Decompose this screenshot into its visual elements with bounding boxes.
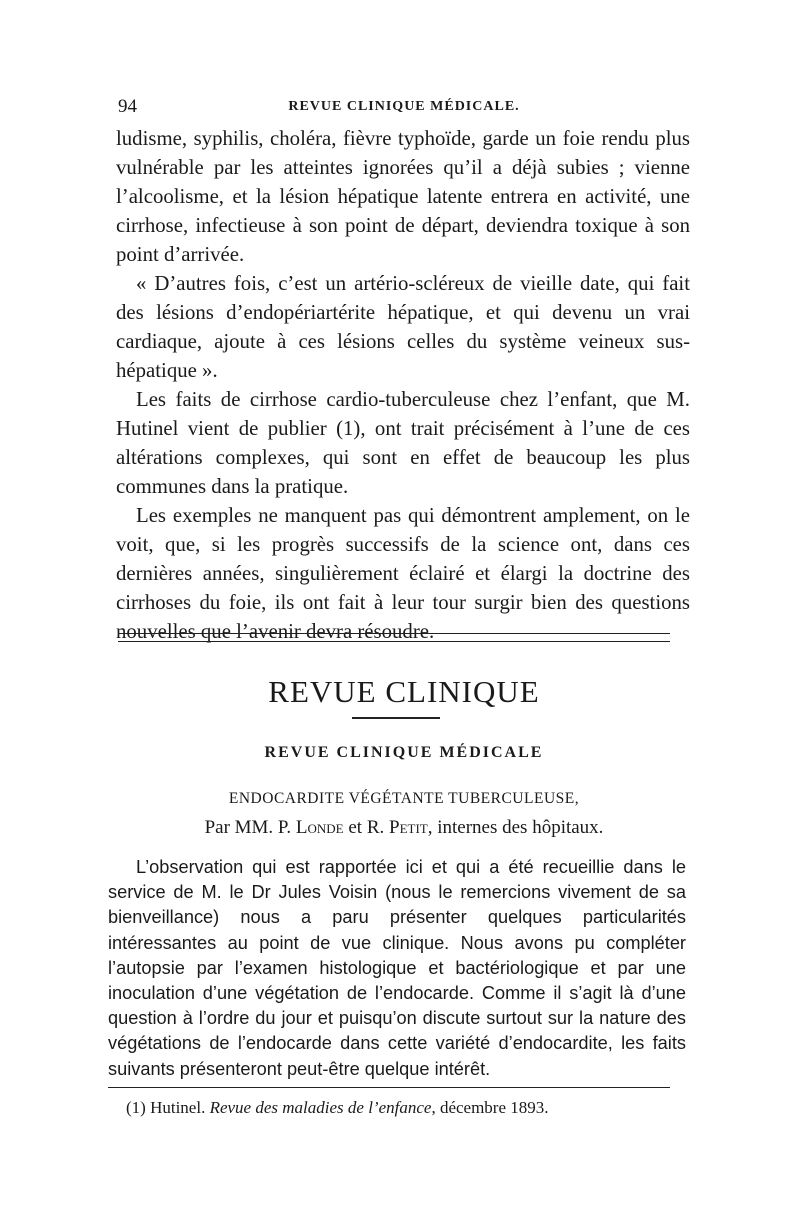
footnote-journal: Revue des maladies de l’enfance: [209, 1098, 432, 1117]
author-petit: Petit: [389, 817, 428, 838]
byline-suffix: , internes des hôpitaux.: [427, 817, 604, 838]
footnote-marker: (1) Hutinel.: [126, 1098, 206, 1117]
body-paragraph: ludisme, syphilis, choléra, fièvre typhoïde, garde un foie rendu plus vulnérable par les atteintes ignorées qu’il a déjà subies ; vienne l’alcoolisme, et la lésion hépatique latente entrera en activité, une cirrhose, infectieuse à son point de départ, deviendra toxique à son point d’arrivée.: [116, 127, 690, 266]
subsection-title: REVUE CLINIQUE MÉDICALE: [264, 744, 544, 761]
footnote: [126, 1098, 690, 1118]
footnote-rule: [108, 1087, 670, 1088]
page-number: 94: [118, 96, 137, 117]
byline: [118, 817, 690, 839]
section-divider: [118, 633, 670, 642]
body-text: [116, 124, 690, 646]
article-title: ENDOCARDITE VÉGÉTANTE TUBERCULEUSE,: [228, 790, 580, 807]
author-londe: Londe: [295, 817, 344, 838]
byline-prefix: Par MM. P.: [204, 817, 292, 838]
title-underline: [352, 717, 440, 719]
article-paragraph: L’observation qui est rapportée ici et qui a été recueillie dans le service de M. le Dr Jules Voisin (nous le remercions vivement de sa bienveillance) nous a paru présenter quelques particularités intéressantes au point de vue clinique. Nous avons pu compléter l’autopsie par l’examen histologique et bactériologique et par une inoculation d’une végétation de l’endocarde. Comme il s’agit là d’une question à l’ordre du jour et puisqu’on discute surtout sur la nature des végétations de l’endocarde dans cette variété d’endocardite, les faits suivants présenteront peut-être quelque intérêt.: [108, 857, 686, 1079]
article-body: [108, 855, 686, 1082]
byline-mid: et R.: [348, 817, 385, 838]
body-paragraph: Les faits de cirrhose cardio-tuberculeuse chez l’enfant, que M. Hutinel vient de publier (1), ont trait précisément à l’une de ces altérations complexes, qui sont en effet de beaucoup les plus communes dans la pratique.: [116, 388, 690, 498]
body-paragraph: « D’autres fois, c’est un artério-scléreux de vieille date, qui fait des lésions d’endopériartérite hépatique, et qui devenu un vrai cardiaque, ajoute à ces lésions celles du système veineux sus-hépatique ».: [116, 272, 690, 382]
running-head: [118, 96, 690, 120]
footnote-date: , décembre 1893.: [431, 1098, 549, 1117]
running-title: REVUE CLINIQUE MÉDICALE.: [288, 99, 520, 114]
body-paragraph: Les exemples ne manquent pas qui démontrent amplement, on le voit, que, si les progrès successifs de la science ont, dans ces dernières années, singulièrement éclairé et élargi la doctrine des cirrhoses du foie, ils ont fait à leur tour surgir bien des questions nouvelles que l’avenir devra résoudre.: [116, 504, 690, 643]
section-title: REVUE CLINIQUE: [268, 674, 540, 709]
